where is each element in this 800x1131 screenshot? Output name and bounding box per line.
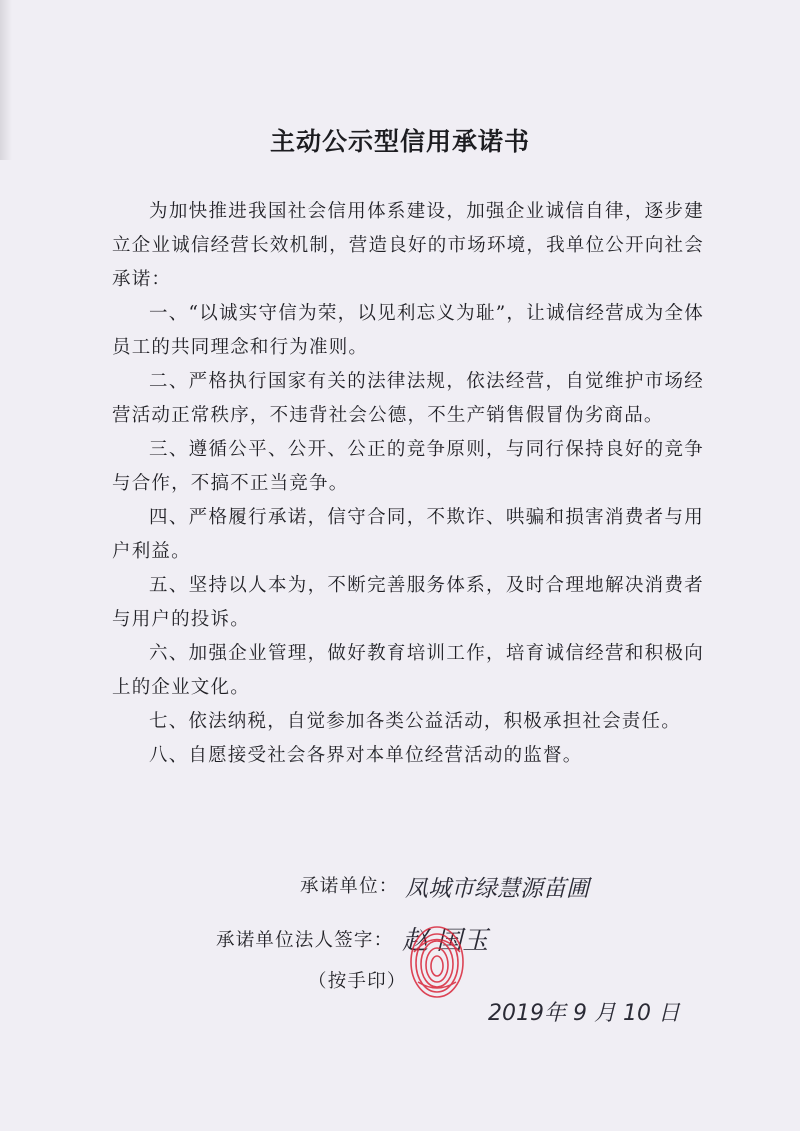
legal-rep-label: 承诺单位法人签字：	[216, 930, 394, 951]
clause-6: 六、加强企业管理，做好教育培训工作，培育诚信经营和积极向上的企业文化。	[112, 643, 704, 698]
clause-1: 一、“以诚实守信为荣，以见利忘义为耻”，让诚信经营成为全体员工的共同理念和行为准则。	[112, 303, 704, 358]
sign-date: 2019年 9 月 10 日	[488, 1001, 680, 1026]
page-title: 主动公示型信用承诺书	[269, 127, 530, 156]
clause-3: 三、遵循公平、公开、公正的竞争原则，与同行保持良好的竞争与合作，不搞不正当竞争。	[112, 439, 704, 494]
clause-5: 五、坚持以人本为，不断完善服务体系，及时合理地解决消费者与用户的投诉。	[112, 575, 704, 630]
clause-4: 四、严格履行承诺，信守合同，不欺诈、哄骗和损害消费者与用户利益。	[112, 507, 704, 562]
clause-2: 二、严格执行国家有关的法律法规，依法经营，自觉维护市场经营活动正常秩序，不违背社会公德，不生产销售假冒伪劣商品。	[112, 371, 704, 426]
document-body	[112, 195, 704, 773]
intro-paragraph: 为加快推进我国社会信用体系建设，加强企业诚信自律，逐步建立企业诚信经营长效机制，营造良好的市场环境，我单位公开向社会承诺：	[112, 201, 704, 290]
unit-label: 承诺单位：	[300, 876, 399, 897]
unit-handwritten: 凤城市绿慧源苗圃	[405, 876, 589, 902]
clause-8: 八、自愿接受社会各界对本单位经营活动的监督。	[149, 745, 583, 766]
fingerprint-stamp	[408, 922, 466, 1000]
fingerprint-note: （按手印）	[308, 971, 407, 992]
clause-7: 七、依法纳税，自觉参加各类公益活动，积极承担社会责任。	[149, 711, 681, 732]
legal-rep-signature: 赵 国玉	[402, 926, 489, 956]
